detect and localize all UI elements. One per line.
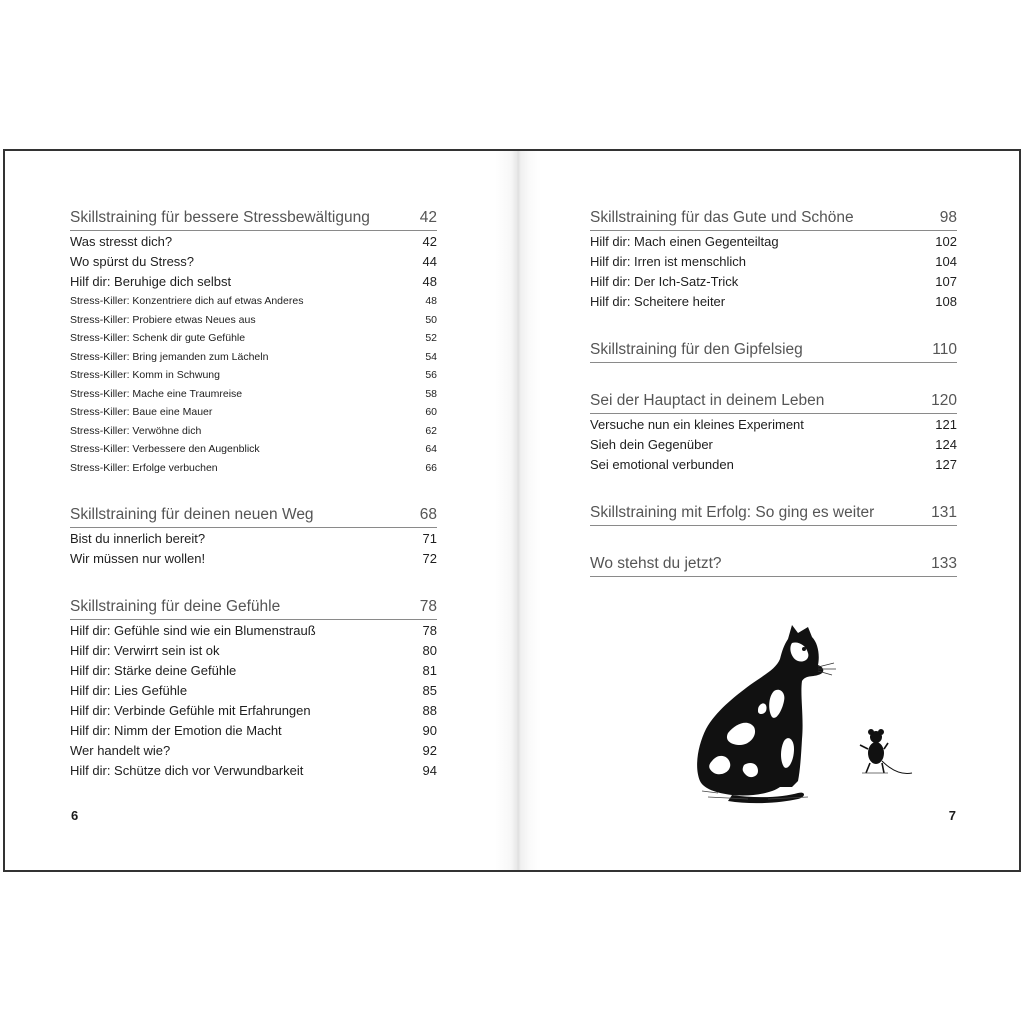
entry-title: Hilf dir: Der Ich-Satz-Trick xyxy=(590,274,739,289)
entry-page-number: 92 xyxy=(422,743,437,758)
entry-title: Hilf dir: Lies Gefühle xyxy=(70,683,188,698)
toc-entry[interactable] xyxy=(70,422,437,441)
entry-title: Hilf dir: Gefühle sind wie ein Blumenstrauß xyxy=(70,623,316,638)
entry-page-number: 88 xyxy=(422,703,437,718)
toc-entry[interactable] xyxy=(70,681,437,701)
entry-page-number: 104 xyxy=(935,254,957,269)
entry-title: Hilf dir: Scheitere heiter xyxy=(590,294,726,309)
entry-title: Stress-Killer: Baue eine Mauer xyxy=(70,406,213,418)
entry-page-number: 54 xyxy=(425,350,437,363)
toc-entry[interactable] xyxy=(70,661,437,681)
section-page-number: 133 xyxy=(931,555,957,572)
toc-entry[interactable] xyxy=(70,311,437,330)
entry-title: Hilf dir: Mach einen Gegenteiltag xyxy=(590,234,779,249)
toc-entry-list xyxy=(70,620,437,781)
entry-page-number: 121 xyxy=(935,417,957,432)
right-page xyxy=(518,151,1019,870)
entry-page-number: 71 xyxy=(422,531,437,546)
entry-title: Wir müssen nur wollen! xyxy=(70,551,206,566)
toc-section xyxy=(70,207,437,477)
entry-page-number: 72 xyxy=(422,551,437,566)
entry-title: Bist du innerlich bereit? xyxy=(70,531,206,546)
section-title: Skillstraining für den Gipfelsieg xyxy=(590,341,803,358)
entry-page-number: 107 xyxy=(935,274,957,289)
page-number-right: 7 xyxy=(948,808,956,823)
toc-section xyxy=(590,339,957,363)
toc-entry[interactable] xyxy=(70,440,437,459)
toc-entry[interactable] xyxy=(70,232,437,252)
entry-title: Was stresst dich? xyxy=(70,234,173,249)
toc-entry-list xyxy=(590,231,957,312)
entry-title: Hilf dir: Schütze dich vor Verwundbarkeit xyxy=(70,763,304,778)
toc-entry-list xyxy=(70,528,437,569)
entry-page-number: 60 xyxy=(425,406,437,418)
toc-entry[interactable] xyxy=(70,621,437,641)
entry-page-number: 64 xyxy=(425,443,437,455)
section-page-number: 68 xyxy=(419,506,437,523)
toc-section-heading[interactable] xyxy=(590,553,957,577)
toc-entry[interactable] xyxy=(70,292,437,311)
entry-page-number: 62 xyxy=(425,424,437,437)
toc-entry[interactable] xyxy=(590,435,957,455)
section-page-number: 78 xyxy=(419,598,437,615)
entry-page-number: 81 xyxy=(422,663,437,678)
section-title: Skillstraining mit Erfolg: So ging es weiter xyxy=(590,504,875,521)
toc-section xyxy=(70,504,437,569)
section-page-number: 131 xyxy=(931,504,957,521)
toc-entry-list xyxy=(70,231,437,477)
page-number-left: 6 xyxy=(71,808,79,823)
toc-section-heading[interactable] xyxy=(590,390,957,414)
toc-entry[interactable] xyxy=(70,272,437,292)
toc-section-heading[interactable] xyxy=(590,207,957,231)
table-of-contents-right xyxy=(590,207,957,604)
entry-page-number: 80 xyxy=(422,643,437,658)
entry-page-number: 44 xyxy=(422,254,437,269)
toc-entry[interactable] xyxy=(70,403,437,422)
entry-title: Hilf dir: Nimm der Emotion die Macht xyxy=(70,723,282,738)
entry-title: Versuche nun ein kleines Experiment xyxy=(590,417,804,432)
toc-entry[interactable] xyxy=(70,366,437,385)
entry-page-number: 42 xyxy=(422,234,437,249)
entry-page-number: 108 xyxy=(935,294,957,309)
toc-entry[interactable] xyxy=(70,385,437,404)
entry-title: Wo spürst du Stress? xyxy=(70,254,195,269)
section-title: Wo stehst du jetzt? xyxy=(590,555,722,572)
entry-title: Stress-Killer: Erfolge verbuchen xyxy=(70,461,218,474)
entry-page-number: 48 xyxy=(425,295,437,307)
toc-entry[interactable] xyxy=(70,761,437,781)
entry-title: Hilf dir: Beruhige dich selbst xyxy=(70,274,232,289)
entry-title: Stress-Killer: Mache eine Traumreise xyxy=(70,387,243,400)
entry-title: Hilf dir: Stärke deine Gefühle xyxy=(70,663,237,678)
entry-title: Hilf dir: Irren ist menschlich xyxy=(590,254,747,269)
entry-title: Stress-Killer: Probiere etwas Neues aus xyxy=(70,313,256,326)
toc-section-heading[interactable] xyxy=(590,502,957,526)
entry-page-number: 102 xyxy=(935,234,957,249)
entry-title: Stress-Killer: Konzentriere dich auf etwas Anderes xyxy=(70,295,304,307)
toc-entry[interactable] xyxy=(70,741,437,761)
entry-page-number: 124 xyxy=(935,437,957,452)
toc-entry[interactable] xyxy=(70,329,437,348)
entry-page-number: 48 xyxy=(422,274,437,289)
toc-section-heading[interactable] xyxy=(70,504,437,528)
entry-title: Hilf dir: Verwirrt sein ist ok xyxy=(70,643,220,658)
entry-title: Sei emotional verbunden xyxy=(590,457,734,472)
entry-title: Wer handelt wie? xyxy=(70,743,171,758)
toc-section-heading[interactable] xyxy=(70,596,437,620)
toc-section xyxy=(590,502,957,526)
entry-page-number: 94 xyxy=(422,763,437,778)
toc-entry[interactable] xyxy=(70,549,437,569)
entry-page-number: 66 xyxy=(425,461,437,474)
left-page xyxy=(5,151,518,870)
toc-entry[interactable] xyxy=(590,272,957,292)
entry-title: Stress-Killer: Bring jemanden zum Lächeln xyxy=(70,350,269,363)
toc-entry[interactable] xyxy=(70,641,437,661)
entry-page-number: 127 xyxy=(935,457,957,472)
entry-title: Sieh dein Gegenüber xyxy=(590,437,713,452)
entry-page-number: 50 xyxy=(425,313,437,326)
toc-entry[interactable] xyxy=(70,721,437,741)
toc-entry[interactable] xyxy=(590,252,957,272)
toc-section-heading[interactable] xyxy=(590,339,957,363)
entry-title: Stress-Killer: Schenk dir gute Gefühle xyxy=(70,332,246,344)
toc-section xyxy=(70,596,437,781)
entry-page-number: 52 xyxy=(425,332,437,344)
entry-title: Stress-Killer: Komm in Schwung xyxy=(70,369,220,381)
entry-title: Stress-Killer: Verbessere den Augenblick xyxy=(70,443,260,455)
toc-entry[interactable] xyxy=(590,232,957,252)
section-title: Skillstraining für das Gute und Schöne xyxy=(590,209,854,226)
toc-section xyxy=(590,553,957,577)
section-page-number: 98 xyxy=(939,209,957,226)
entry-page-number: 78 xyxy=(422,623,437,638)
toc-entry[interactable] xyxy=(590,415,957,435)
cat-illustration xyxy=(697,625,836,803)
toc-entry[interactable] xyxy=(70,252,437,272)
entry-title: Hilf dir: Verbinde Gefühle mit Erfahrungen xyxy=(70,703,311,718)
toc-section xyxy=(590,390,957,475)
entry-page-number: 90 xyxy=(422,723,437,738)
entry-title: Stress-Killer: Verwöhne dich xyxy=(70,424,202,437)
entry-page-number: 56 xyxy=(425,369,437,381)
toc-entry-list xyxy=(590,414,957,475)
book-spread xyxy=(3,149,1021,872)
toc-section xyxy=(590,207,957,312)
entry-page-number: 58 xyxy=(425,387,437,400)
section-title: Skillstraining für deine Gefühle xyxy=(70,598,281,615)
mouse-illustration xyxy=(860,729,912,774)
toc-entry[interactable] xyxy=(70,701,437,721)
toc-entry[interactable] xyxy=(70,459,437,478)
section-title: Skillstraining für bessere Stressbewältigung xyxy=(70,209,370,226)
toc-section-heading[interactable] xyxy=(70,207,437,231)
section-title: Skillstraining für deinen neuen Weg xyxy=(70,506,314,523)
cat-and-mouse-illustration xyxy=(688,621,918,806)
section-page-number: 110 xyxy=(932,341,957,358)
section-page-number: 42 xyxy=(419,209,437,226)
toc-entry[interactable] xyxy=(70,348,437,367)
toc-entry[interactable] xyxy=(70,529,437,549)
entry-page-number: 85 xyxy=(422,683,437,698)
section-title: Sei der Hauptact in deinem Leben xyxy=(590,392,825,409)
table-of-contents-left xyxy=(70,207,437,808)
toc-entry[interactable] xyxy=(590,455,957,475)
section-page-number: 120 xyxy=(931,392,957,409)
toc-entry[interactable] xyxy=(590,292,957,312)
